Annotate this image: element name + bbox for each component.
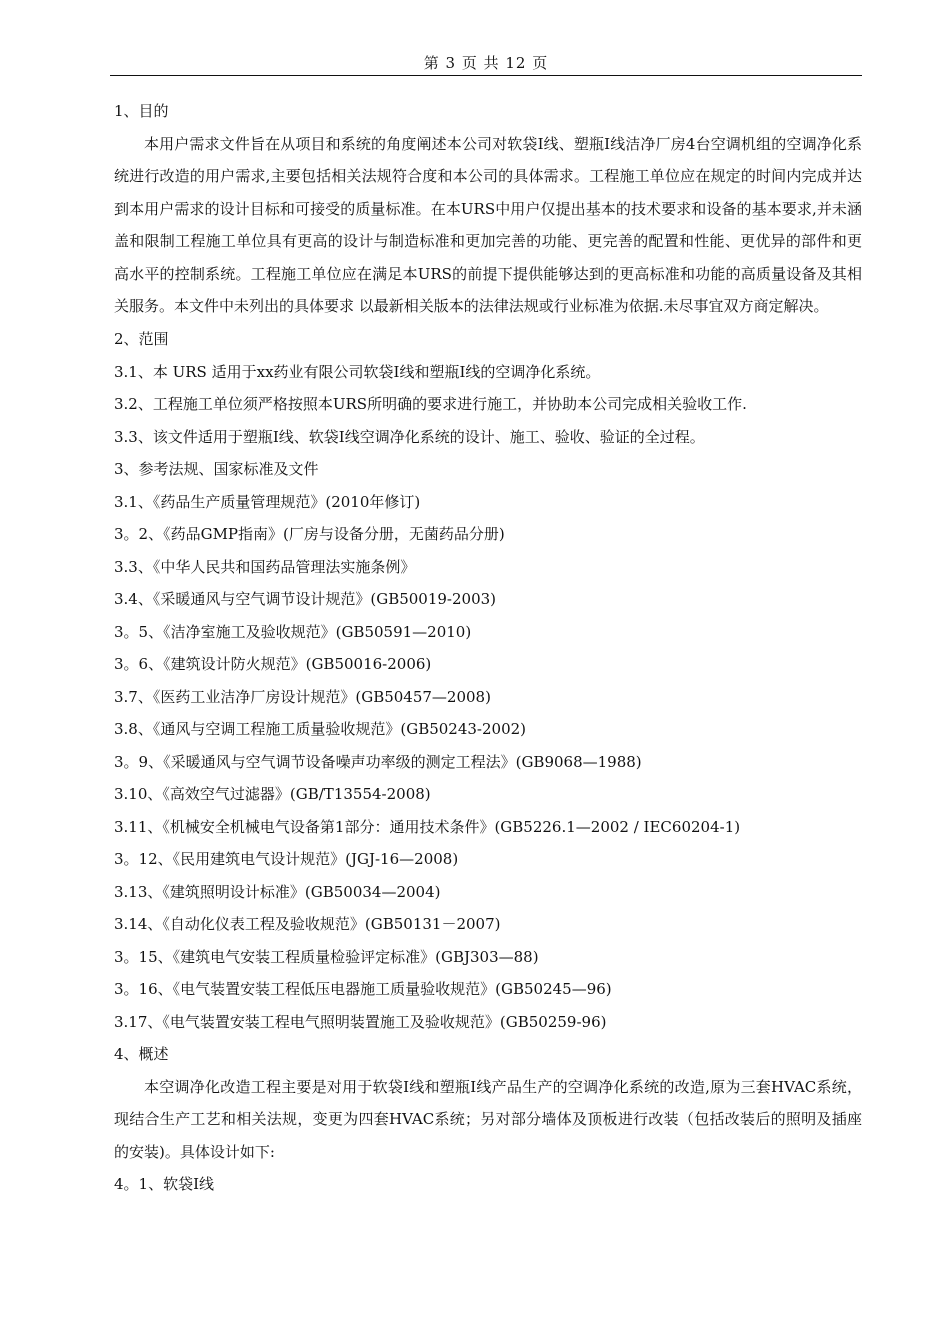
section-4-paragraph: 本空调净化改造工程主要是对用于软袋Ⅰ线和塑瓶Ⅰ线产品生产的空调净化系统的改造,原为三套HVAC系统，现结合生产工艺和相关法规，变更为四套HVAC系统；另对部分墙体及顶板进行改装（包括改装后的照明及插座的安装)。具体设计如下: — [114, 1077, 862, 1161]
reference-item: 3.1、《药品生产质量管理规范》(2010年修订) — [114, 492, 421, 511]
reference-item: 3。12、《民用建筑电气设计规范》(JGJ-16—2008) — [114, 850, 459, 869]
reference-item: 3。5、《洁净室施工及验收规范》(GB50591—2010) — [114, 622, 472, 641]
scope-list — [114, 356, 862, 454]
reference-item: 3.14、《自动化仪表工程及验收规范》(GB50131－2007) — [114, 915, 501, 934]
reference-item: 3。2、《药品GMP指南》(厂房与设备分册，无菌药品分册) — [114, 525, 505, 544]
section-1-heading: 1、目的 — [114, 102, 169, 120]
reference-item: 3。6、《建筑设计防火规范》(GB50016-2006) — [114, 655, 432, 674]
reference-item: 3.17、《电气装置安装工程电气照明装置施工及验收规范》(GB50259-96) — [114, 1012, 607, 1031]
reference-item: 3.4、《采暖通风与空气调节设计规范》(GB50019-2003) — [114, 590, 497, 609]
scope-item: 3.3、该文件适用于塑瓶Ⅰ线、软袋Ⅰ线空调净化系统的设计、施工、验收、验证的全过程。 — [114, 427, 705, 446]
reference-item: 3。15、《建筑电气安装工程质量检验评定标准》(GBJ303—88) — [114, 947, 539, 966]
page-number-header: 第 3 页 共 12 页 — [423, 54, 549, 72]
reference-item: 3.13、《建筑照明设计标准》(GB50034—2004) — [114, 882, 441, 901]
section-3-heading: 3、参考法规、国家标准及文件 — [114, 460, 319, 479]
reference-item: 3。9、《采暖通风与空气调节设备噪声功率级的测定工程法》(GB9068—1988) — [114, 752, 642, 771]
section-4-1-heading: 4。1、软袋Ⅰ线 — [114, 1175, 215, 1194]
reference-item: 3.10、《高效空气过滤器》(GB/T13554-2008) — [114, 785, 431, 804]
reference-item: 3。16、《电气装置安装工程低压电器施工质量验收规范》(GB50245—96) — [114, 980, 612, 999]
reference-item: 3.8、《通风与空调工程施工质量验收规范》(GB50243-2002) — [114, 720, 527, 739]
section-1-paragraph: 本用户需求文件旨在从项目和系统的角度阐述本公司对软袋Ⅰ线、塑瓶Ⅰ线洁净厂房4台空调机组的空调净化系统进行改造的用户需求,主要包括相关法规符合度和本公司的具体需求。工程施工单位应在规定的时间内完成并达到本用户需求的设计目标和可接受的质量标准。在本URS中用户仅提出基本的技术要求和设备的基本要求,并未涵盖和限制工程施工单位具有更高的设计与制造标准和更加完善的功能、更完善的配置和性能、更优异的部件和更高水平的控制系统。工程施工单位应在满足本URS的前提下提供能够达到的更高标准和功能的高质量设备及其相关服务。本文件中未列出的具体要求 以最新相关版本的法律法规或行业标准为依据.未尽事宜双方商定解决。 — [114, 134, 862, 316]
reference-item: 3.7、《医药工业洁净厂房设计规范》(GB50457—2008) — [114, 687, 491, 706]
scope-item: 3.2、工程施工单位须严格按照本URS所明确的要求进行施工，并协助本公司完成相关验收工作. — [114, 395, 747, 414]
document-body — [114, 95, 862, 1201]
section-4-heading: 4、概述 — [114, 1045, 169, 1064]
reference-item: 3.3、《中华人民共和国药品管理法实施条例》 — [114, 557, 416, 576]
scope-item: 3.1、本 URS 适用于xx药业有限公司软袋Ⅰ线和塑瓶Ⅰ线的空调净化系统。 — [114, 362, 601, 381]
reference-list — [114, 486, 862, 1039]
reference-item: 3.11、《机械安全机械电气设备第1部分：通用技术条件》(GB5226.1—2002 / IEC60204-1) — [114, 817, 741, 836]
header-divider — [110, 75, 862, 76]
section-2-heading: 2、范围 — [114, 330, 169, 349]
